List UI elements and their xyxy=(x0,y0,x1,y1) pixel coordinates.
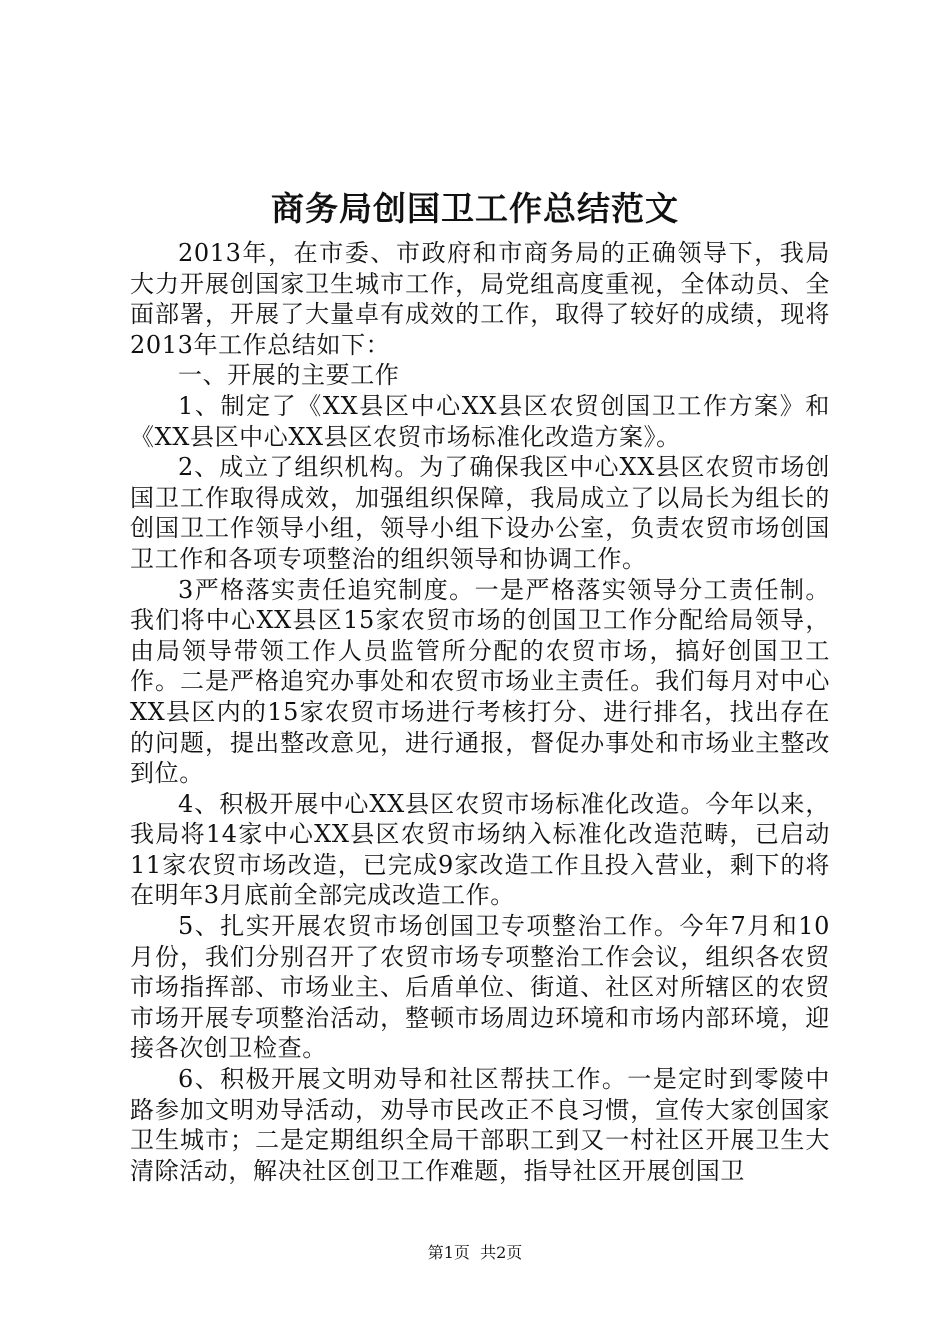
page-number: 第1页 xyxy=(427,1243,470,1262)
paragraph-intro: 2013年，在市委、市政府和市商务局的正确领导下，我局大力开展创国家卫生城市工作，局党组高度重视，全体动员、全面部署，开展了大量卓有成效的工作，取得了较好的成绩，现将2013年工作总结如下： xyxy=(130,239,830,359)
section-heading: 一、开展的主要工作 xyxy=(178,361,400,390)
page-footer xyxy=(0,1241,950,1265)
paragraph-item-4: 4、积极开展中心XX县区农贸市场标准化改造。今年以来，我局将14家中心XX县区农贸市场纳入标准化改造范畴，已启动11家农贸市场改造，已完成9家改造工作且投入营业，剩下的将在明年3月底前全部完成改造工作。 xyxy=(130,789,830,910)
paragraph-item-2: 2、成立了组织机构。为了确保我区中心XX县区农贸市场创国卫工作取得成效，加强组织保障，我局成立了以局长为组长的创国卫工作领导小组，领导小组下设办公室，负责农贸市场创国卫工作和各项专项整治的组织领导和协调工作。 xyxy=(130,453,830,573)
paragraph-item-6: 6、积极开展文明劝导和社区帮扶工作。一是定时到零陵中路参加文明劝导活动，劝导市民改正不良习惯，宣传大家创国家卫生城市；二是定期组织全局干部职工到又一村社区开展卫生大清除活动，解决社区创卫工作难题，指导社区开展创国卫 xyxy=(130,1065,830,1185)
paragraph-item-3: 3严格落实责任追究制度。一是严格落实领导分工责任制。我们将中心XX县区15家农贸市场的创国卫工作分配给局领导，由局领导带领工作人员监管所分配的农贸市场，搞好创国卫工作。二是严格追究办事处和农贸市场业主责任。我们每月对中心XX县区内的15家农贸市场进行考核打分、进行排名，找出存在的问题，提出整改意见，进行通报，督促办事处和市场业主整改到位。 xyxy=(130,575,830,788)
document-body xyxy=(130,238,830,1186)
paragraph-item-5: 5、扎实开展农贸市场创国卫专项整治工作。今年7月和10月份，我们分别召开了农贸市场专项整治工作会议，组织各农贸市场指挥部、市场业主、后盾单位、街道、社区对所辖区的农贸市场开展专项整治活动，整顿市场周边环境和市场内部环境，迎接各次创卫检查。 xyxy=(130,912,830,1063)
page-total: 共2页 xyxy=(480,1243,523,1262)
paragraph-item-1: 1、制定了《XX县区中心XX县区农贸创国卫工作方案》和《XX县区中心XX县区农贸市场标准化改造方案》。 xyxy=(130,391,830,451)
document-title: 商务局创国卫工作总结范文 xyxy=(271,189,679,228)
